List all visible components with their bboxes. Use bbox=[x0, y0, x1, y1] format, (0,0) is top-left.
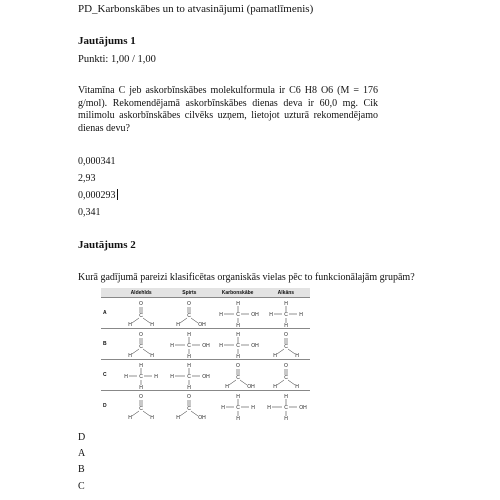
atom-label: H bbox=[150, 322, 154, 327]
atom-label: OH bbox=[250, 343, 259, 349]
atom-label: H bbox=[295, 384, 299, 389]
aldehyde-structure bbox=[118, 392, 164, 420]
atom-label: H bbox=[124, 374, 128, 380]
atom-label: C bbox=[284, 375, 288, 381]
atom-label: OH bbox=[202, 343, 211, 349]
bond-line bbox=[191, 411, 198, 416]
aldehyde-structure bbox=[263, 330, 309, 358]
structure-cell bbox=[262, 329, 310, 360]
atom-label: H bbox=[284, 394, 288, 400]
atom-label: H bbox=[235, 323, 240, 327]
atom-label: H bbox=[235, 416, 240, 420]
structure-cell bbox=[117, 360, 165, 391]
bond-line bbox=[277, 349, 284, 354]
table-corner bbox=[101, 288, 117, 298]
atom-label: H bbox=[176, 415, 181, 420]
carboxylic-acid-structure bbox=[215, 361, 261, 389]
structure-cell bbox=[214, 360, 262, 391]
bond-line bbox=[143, 318, 150, 323]
bond-line bbox=[229, 380, 236, 385]
row-label-b: B bbox=[101, 329, 117, 360]
atom-label: H bbox=[170, 374, 175, 380]
atom-label: C bbox=[139, 374, 143, 380]
atom-label: O bbox=[187, 394, 192, 400]
atom-label: H bbox=[150, 353, 154, 358]
atom-label: H bbox=[250, 405, 255, 411]
atom-label: C bbox=[284, 405, 288, 411]
table-row bbox=[101, 360, 310, 391]
structure-cell bbox=[165, 360, 213, 391]
bond-line bbox=[180, 411, 187, 416]
atom-label: O bbox=[187, 301, 192, 307]
atom-label: C bbox=[187, 343, 192, 349]
structure-cell bbox=[262, 298, 310, 329]
bond-line bbox=[240, 380, 247, 385]
atom-label: C bbox=[139, 406, 143, 412]
col-header-alkane: Alkāns bbox=[262, 288, 310, 298]
alcohol-structure bbox=[215, 299, 261, 327]
alkane-structure bbox=[118, 361, 164, 389]
answer-option-1[interactable]: 0,000341 bbox=[78, 156, 116, 167]
atom-label: H bbox=[170, 343, 175, 349]
answer-option-d[interactable]: D bbox=[78, 432, 86, 443]
col-header-aldehyde: Aldehīds bbox=[117, 288, 165, 298]
answer-option-c[interactable]: C bbox=[78, 481, 85, 492]
atom-label: C bbox=[235, 312, 240, 318]
atom-label: H bbox=[299, 312, 303, 318]
table-row bbox=[101, 391, 310, 422]
col-header-carboxylic-acid: Karbonskābe bbox=[214, 288, 262, 298]
atom-label: C bbox=[187, 313, 192, 319]
atom-label: H bbox=[139, 363, 143, 369]
atom-label: H bbox=[218, 343, 223, 349]
atom-label: H bbox=[176, 322, 181, 327]
atom-label: H bbox=[267, 405, 271, 411]
structure-cell bbox=[165, 298, 213, 329]
structure-cell bbox=[117, 391, 165, 422]
alkane-structure bbox=[263, 299, 309, 327]
atom-label: O bbox=[139, 332, 144, 338]
bond-line bbox=[143, 349, 150, 354]
atom-label: H bbox=[150, 415, 154, 420]
answer-option-3[interactable] bbox=[78, 189, 118, 201]
alcohol-structure bbox=[215, 330, 261, 358]
atom-label: H bbox=[235, 394, 240, 400]
row-label-a: A bbox=[101, 298, 117, 329]
structure-cell bbox=[214, 298, 262, 329]
bond-line bbox=[132, 349, 139, 354]
question1-points: Punkti: 1,00 / 1,00 bbox=[78, 54, 156, 65]
atom-label: H bbox=[128, 322, 132, 327]
aldehyde-structure bbox=[263, 361, 309, 389]
question2-heading: Jautājums 2 bbox=[78, 239, 136, 251]
atom-label: OH bbox=[198, 415, 207, 420]
atom-label: H bbox=[187, 385, 192, 389]
atom-label: H bbox=[235, 332, 240, 338]
atom-label: H bbox=[128, 415, 132, 420]
bond-line bbox=[277, 380, 284, 385]
bond-line bbox=[143, 411, 150, 416]
bond-line bbox=[288, 380, 295, 385]
answer-option-2[interactable]: 2,93 bbox=[78, 173, 96, 184]
atom-label: H bbox=[139, 385, 143, 389]
atom-label: H bbox=[187, 332, 192, 338]
atom-label: H bbox=[187, 354, 192, 358]
structure-cell bbox=[165, 391, 213, 422]
atom-label: O bbox=[235, 363, 240, 369]
atom-label: C bbox=[235, 405, 240, 411]
structure-cell bbox=[214, 329, 262, 360]
text-cursor bbox=[117, 189, 118, 200]
answer-option-a[interactable]: A bbox=[78, 448, 86, 459]
atom-label: C bbox=[284, 312, 288, 318]
atom-label: O bbox=[139, 394, 144, 400]
structure-cell bbox=[165, 329, 213, 360]
question1-text: Vitamīna C jeb askorbīnskābes molekulformula ir C6 H8 O6 (M = 176 g/mol). Rekomendējamā askorbīnskābes dienas deva ir 60,0 mg. Cik milimolu askorbīnskābes cilvēks uzņem, lietojot uzturā rekomendējamo dienas devu? bbox=[78, 85, 378, 134]
structure-cell bbox=[262, 391, 310, 422]
structure-cell bbox=[262, 360, 310, 391]
alcohol-structure bbox=[166, 330, 212, 358]
atom-label: H bbox=[224, 384, 229, 389]
atom-label: C bbox=[284, 344, 288, 350]
atom-label: OH bbox=[202, 374, 211, 380]
atom-label: C bbox=[235, 343, 240, 349]
question1-heading: Jautājums 1 bbox=[78, 35, 136, 47]
aldehyde-structure bbox=[118, 299, 164, 327]
atom-label: H bbox=[284, 323, 288, 327]
alkane-structure bbox=[215, 392, 261, 420]
atom-label: H bbox=[295, 353, 299, 358]
col-header-alcohol: Spirts bbox=[165, 288, 213, 298]
atom-label: H bbox=[284, 301, 288, 307]
row-label-c: C bbox=[101, 360, 117, 391]
alcohol-structure bbox=[263, 392, 309, 420]
aldehyde-structure bbox=[118, 330, 164, 358]
functional-groups-table bbox=[101, 288, 310, 421]
bond-line bbox=[191, 318, 198, 323]
structure-cell bbox=[117, 298, 165, 329]
atom-label: OH bbox=[250, 312, 259, 318]
atom-label: H bbox=[273, 384, 277, 389]
atom-label: OH bbox=[198, 322, 207, 327]
atom-label: C bbox=[187, 374, 192, 380]
atom-label: H bbox=[187, 363, 192, 369]
atom-label: C bbox=[139, 313, 143, 319]
bond-line bbox=[132, 411, 139, 416]
bond-line bbox=[180, 318, 187, 323]
table-row bbox=[101, 329, 310, 360]
question2-text: Kurā gadījumā pareizi klasificētas organiskās vielas pēc to funkcionālajām grupām? bbox=[78, 272, 415, 283]
row-label-d: D bbox=[101, 391, 117, 422]
page-title: PD_Karbonskābes un to atvasinājumi (pamatlīmenis) bbox=[78, 3, 314, 15]
atom-label: OH bbox=[299, 405, 307, 411]
structure-cell bbox=[214, 391, 262, 422]
answer-option-3-label: 0,000293 bbox=[78, 190, 116, 201]
atom-label: C bbox=[139, 344, 143, 350]
bond-line bbox=[288, 349, 295, 354]
atom-label: H bbox=[235, 354, 240, 358]
atom-label: OH bbox=[246, 384, 255, 389]
atom-label: O bbox=[139, 301, 144, 307]
atom-label: H bbox=[218, 312, 223, 318]
answer-option-4[interactable]: 0,341 bbox=[78, 207, 101, 218]
carboxylic-acid-structure bbox=[166, 392, 212, 420]
table-row bbox=[101, 298, 310, 329]
atom-label: H bbox=[220, 405, 225, 411]
atom-label: H bbox=[284, 416, 288, 420]
alcohol-structure bbox=[166, 361, 212, 389]
atom-label: H bbox=[154, 374, 158, 380]
answer-option-b[interactable]: B bbox=[78, 464, 85, 475]
atom-label: H bbox=[235, 301, 240, 307]
atom-label: H bbox=[269, 312, 273, 318]
carboxylic-acid-structure bbox=[166, 299, 212, 327]
atom-label: C bbox=[235, 375, 240, 381]
atom-label: H bbox=[273, 353, 277, 358]
atom-label: O bbox=[283, 332, 288, 338]
atom-label: O bbox=[283, 363, 288, 369]
structure-cell bbox=[117, 329, 165, 360]
atom-label: C bbox=[187, 406, 192, 412]
bond-line bbox=[132, 318, 139, 323]
atom-label: H bbox=[128, 353, 132, 358]
